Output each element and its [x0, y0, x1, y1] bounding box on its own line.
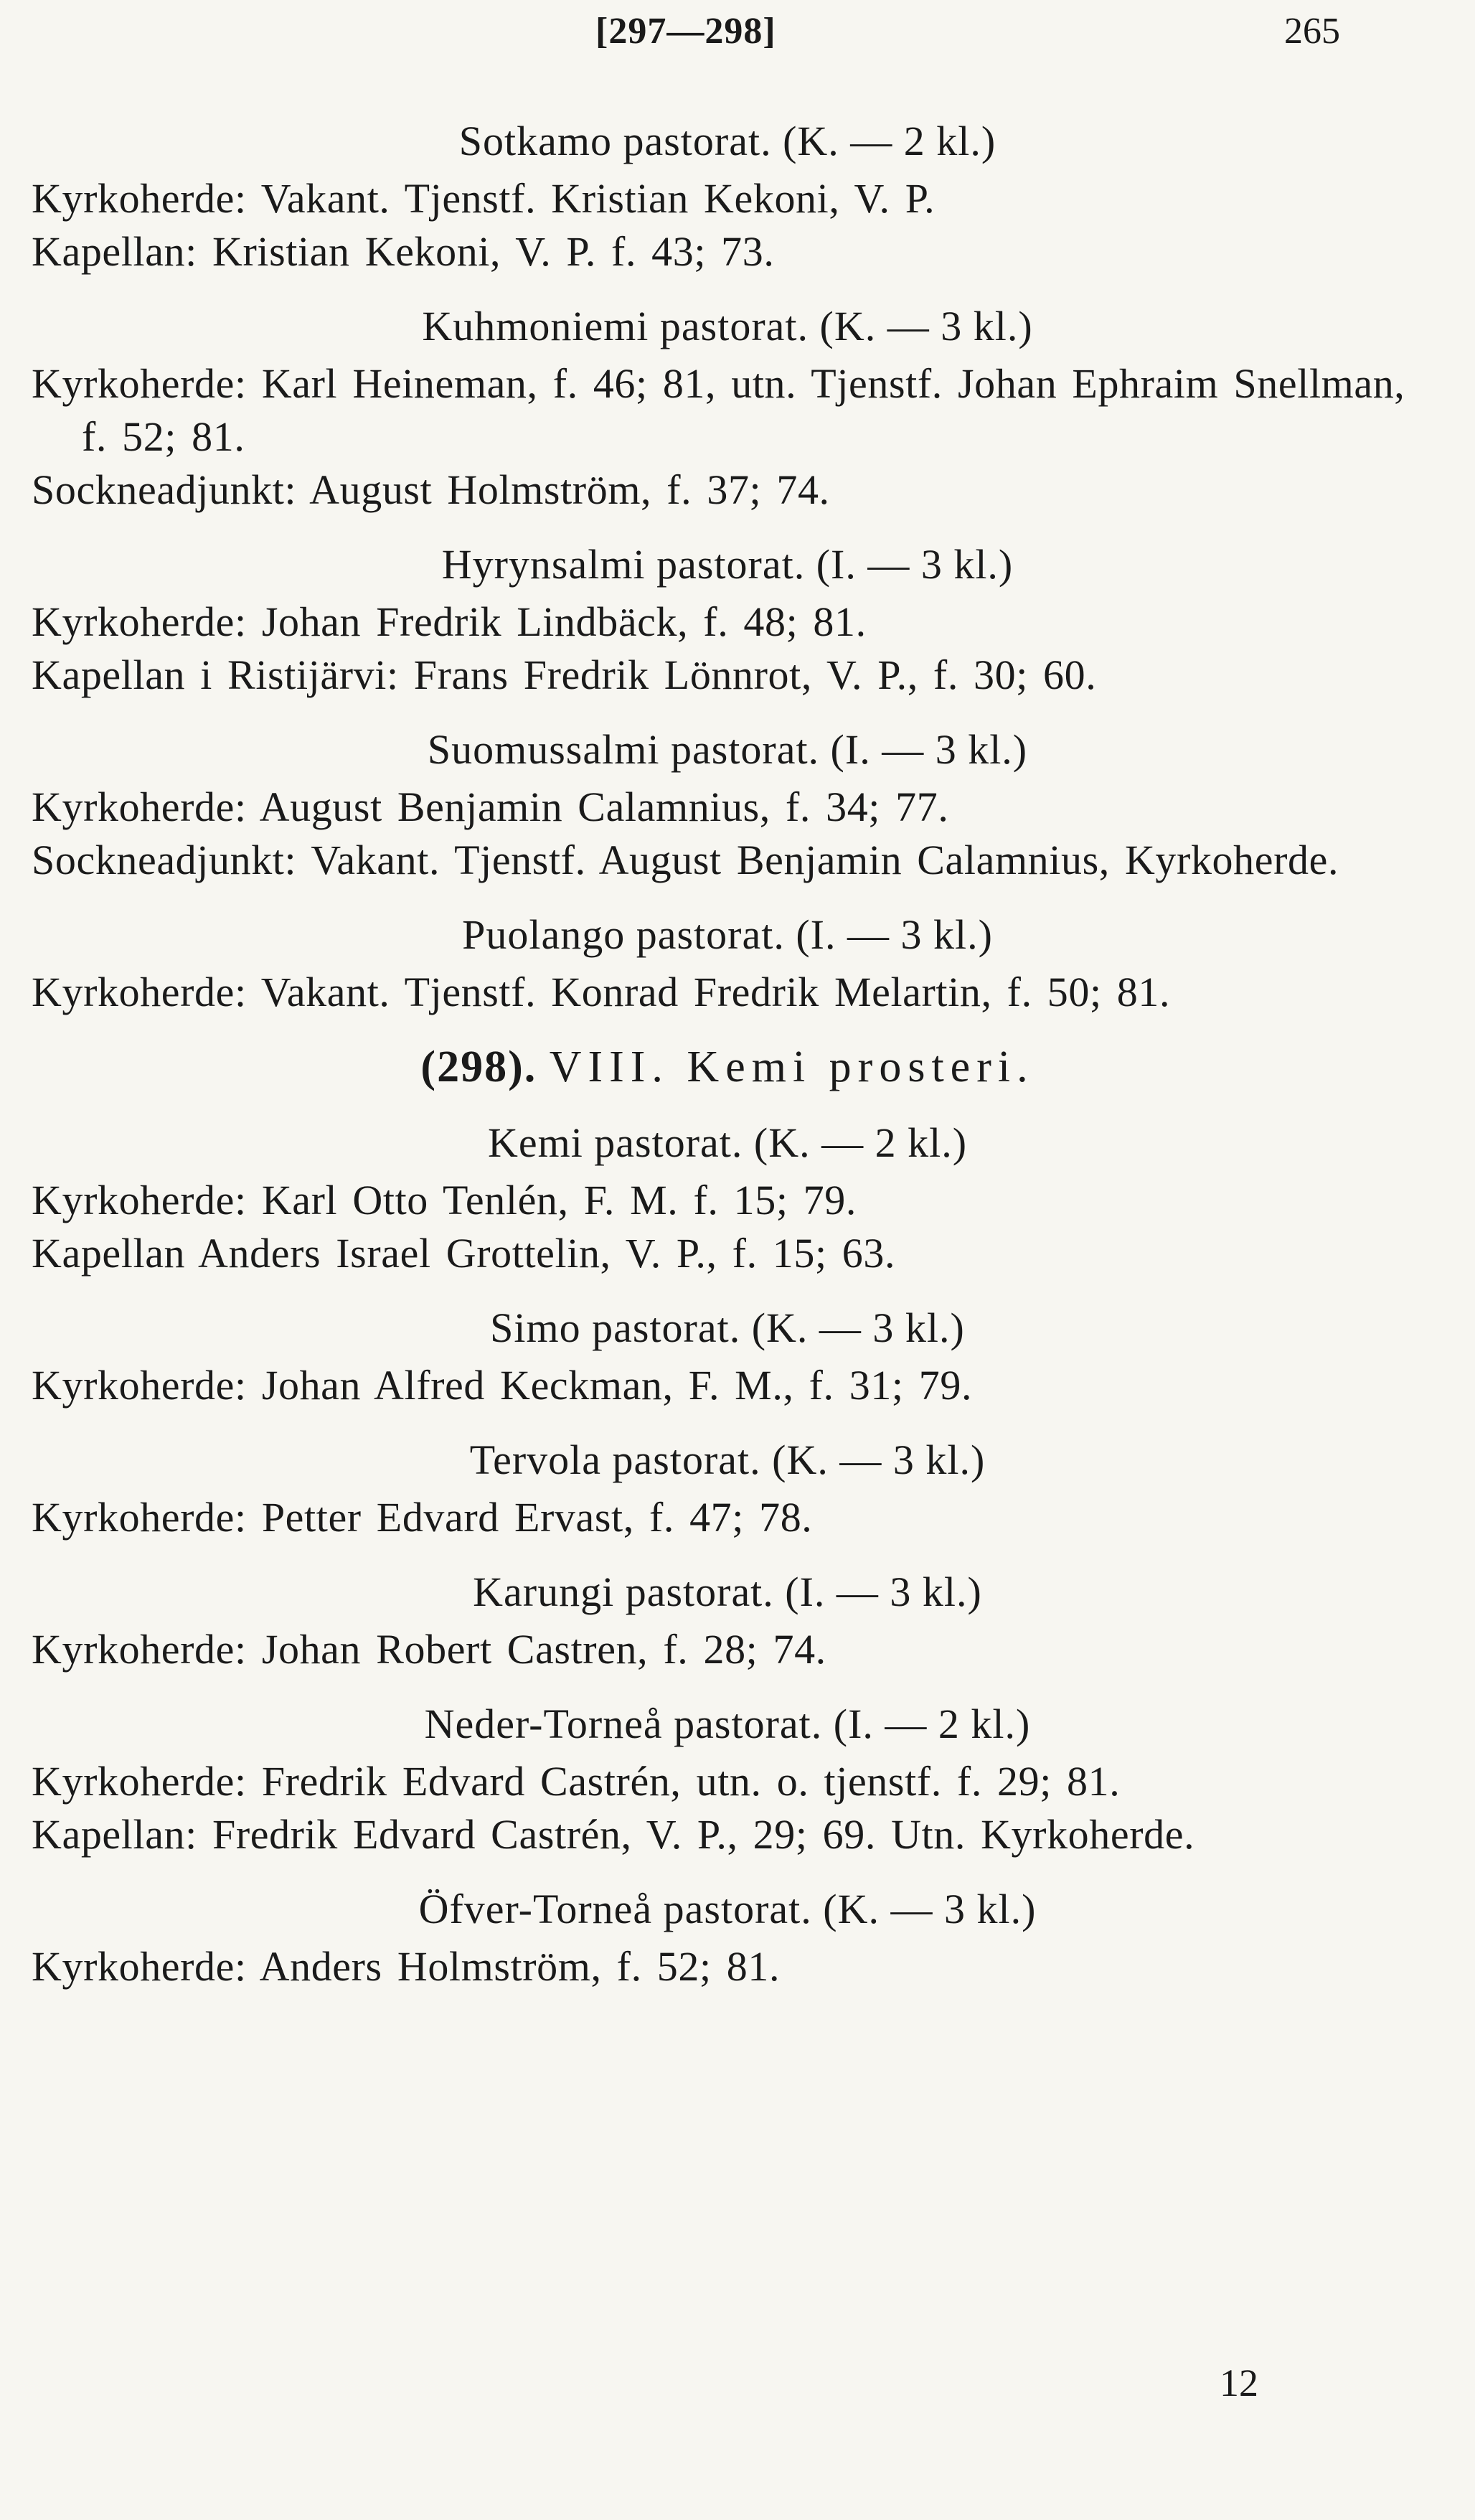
- parish-section-kuhmoniemi: [32, 300, 1423, 517]
- clergy-entry: Kapellan: Kristian Kekoni, V. P. f. 43; 73.: [32, 228, 775, 275]
- parish-section-simo: [32, 1302, 1423, 1412]
- signature-mark: 12: [1220, 2361, 1258, 2404]
- parish-heading: Puolango pastorat. (I. — 3 kl.): [462, 911, 993, 958]
- clergy-entry: Kyrkoherde: Vakant. Tjenstf. Kristian Kekoni, V. P.: [32, 175, 936, 222]
- page-range: [297—298]: [595, 11, 776, 52]
- running-head: [0, 10, 1475, 82]
- clergy-entry: Kapellan i Ristijärvi: Frans Fredrik Lönnrot, V. P., f. 30; 60.: [32, 652, 1097, 698]
- clergy-entry: Sockneadjunkt: August Holmström, f. 37; 74.: [32, 466, 830, 513]
- clergy-entry: Kyrkoherde: Johan Robert Castren, f. 28; 74.: [32, 1626, 826, 1673]
- parish-heading: Öfver-Torneå pastorat. (K. — 3 kl.): [418, 1886, 1037, 1932]
- clergy-entry: Kyrkoherde: August Benjamin Calamnius, f. 34; 77.: [32, 784, 949, 830]
- clergy-entry: Kyrkoherde: Karl Otto Tenlén, F. M. f. 15; 79.: [32, 1177, 857, 1223]
- parish-heading: Simo pastorat. (K. — 3 kl.): [490, 1304, 965, 1351]
- clergy-entry: Kyrkoherde: Petter Edvard Ervast, f. 47; 78.: [32, 1494, 813, 1541]
- parish-heading: Suomussalmi pastorat. (I. — 3 kl.): [427, 726, 1028, 773]
- parish-section-hyrynsalmi: [32, 538, 1423, 702]
- parish-heading: Kemi pastorat. (K. — 2 kl.): [487, 1119, 968, 1166]
- parish-heading: Neder-Torneå pastorat. (I. — 2 kl.): [424, 1701, 1031, 1747]
- parish-section-kemi: [32, 1116, 1423, 1280]
- clergy-entry: Kyrkoherde: Fredrik Edvard Castrén, utn. o. tjenstf. f. 29; 81.: [32, 1758, 1121, 1805]
- parish-heading: Hyrynsalmi pastorat. (I. — 3 kl.): [441, 541, 1014, 588]
- parish-section-puolango: [32, 908, 1423, 1019]
- parish-heading: Sotkamo pastorat. (K. — 2 kl.): [458, 118, 996, 164]
- clergy-entry: Kyrkoherde: Vakant. Tjenstf. Konrad Fredrik Melartin, f. 50; 81.: [32, 969, 1171, 1015]
- parish-section-sotkamo: [32, 115, 1423, 278]
- clergy-entry: Kapellan: Fredrik Edvard Castrén, V. P., 29; 69. Utn. Kyrkoherde.: [32, 1811, 1195, 1858]
- deanery-heading: [32, 1040, 1423, 1094]
- parish-heading: Karungi pastorat. (I. — 3 kl.): [473, 1569, 982, 1615]
- parish-section-tervola: [32, 1434, 1423, 1544]
- clergy-entry: Kyrkoherde: Johan Fredrik Lindbäck, f. 48; 81.: [32, 598, 867, 645]
- clergy-entry: Sockneadjunkt: Vakant. Tjenstf. August Benjamin Calamnius, Kyrkoherde.: [32, 837, 1339, 883]
- clergy-entry: Kyrkoherde: Anders Holmström, f. 52; 81.: [32, 1943, 781, 1990]
- parish-section-neder-tornea: [32, 1698, 1423, 1861]
- page-body: [32, 115, 1423, 2015]
- clergy-entry: Kyrkoherde: Johan Alfred Keckman, F. M., f. 31; 79.: [32, 1362, 973, 1409]
- page-number: 265: [1284, 11, 1340, 52]
- clergy-entry: Kapellan Anders Israel Grottelin, V. P., f. 15; 63.: [32, 1230, 896, 1277]
- parish-section-ofver-tornea: [32, 1883, 1423, 1993]
- parish-section-karungi: [32, 1566, 1423, 1676]
- deanery-title: VIII. Kemi prosteri.: [549, 1043, 1035, 1091]
- deanery-number: (298).: [420, 1043, 537, 1091]
- parish-section-suomussalmi: [32, 723, 1423, 887]
- parish-heading: Kuhmoniemi pastorat. (K. — 3 kl.): [422, 303, 1033, 349]
- parish-heading: Tervola pastorat. (K. — 3 kl.): [469, 1437, 986, 1483]
- clergy-entry: Kyrkoherde: Karl Heineman, f. 46; 81, utn. Tjenstf. Johan Ephraim Snellman, f. 52; 81.: [32, 360, 1405, 460]
